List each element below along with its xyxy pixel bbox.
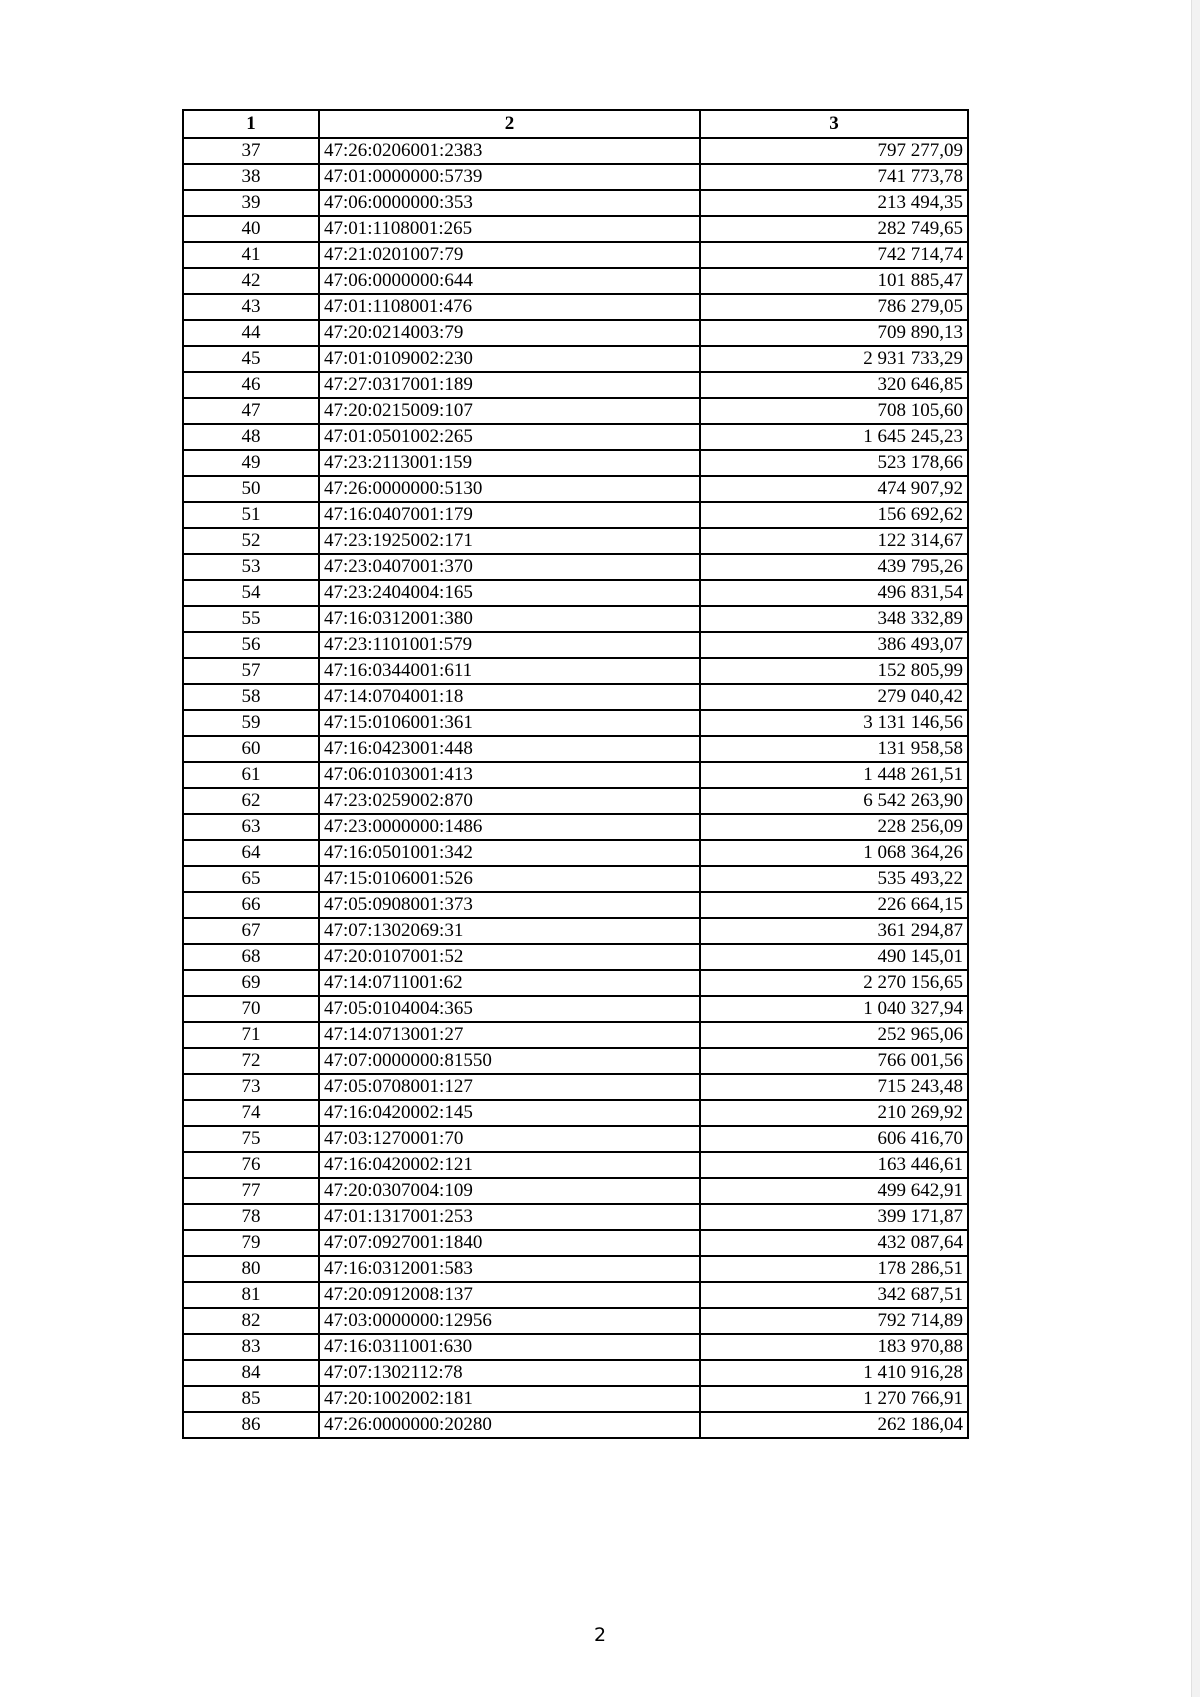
table-row bbox=[183, 1022, 968, 1048]
table-row bbox=[183, 710, 968, 736]
value-cell: 399 171,87 bbox=[700, 1204, 968, 1230]
table-row bbox=[183, 814, 968, 840]
value-cell: 361 294,87 bbox=[700, 918, 968, 944]
value-cell: 496 831,54 bbox=[700, 580, 968, 606]
cadastral-number-cell: 47:01:1108001:476 bbox=[319, 294, 700, 320]
value-cell: 715 243,48 bbox=[700, 1074, 968, 1100]
table-row bbox=[183, 1178, 968, 1204]
table-row bbox=[183, 1152, 968, 1178]
page-edge bbox=[1191, 0, 1200, 1697]
value-cell: 163 446,61 bbox=[700, 1152, 968, 1178]
cadastral-number-cell: 47:05:0104004:365 bbox=[319, 996, 700, 1022]
value-cell: 606 416,70 bbox=[700, 1126, 968, 1152]
cadastral-number-cell: 47:16:0311001:630 bbox=[319, 1334, 700, 1360]
cadastral-number-cell: 47:23:0259002:870 bbox=[319, 788, 700, 814]
cadastral-number-cell: 47:01:0000000:5739 bbox=[319, 164, 700, 190]
value-cell: 101 885,47 bbox=[700, 268, 968, 294]
value-cell: 499 642,91 bbox=[700, 1178, 968, 1204]
cadastral-number-cell: 47:01:0501002:265 bbox=[319, 424, 700, 450]
table-row bbox=[183, 242, 968, 268]
row-number-cell: 38 bbox=[183, 164, 319, 190]
cadastral-number-cell: 47:07:1302112:78 bbox=[319, 1360, 700, 1386]
cadastral-number-cell: 47:06:0000000:644 bbox=[319, 268, 700, 294]
row-number-cell: 65 bbox=[183, 866, 319, 892]
value-cell: 282 749,65 bbox=[700, 216, 968, 242]
row-number-cell: 64 bbox=[183, 840, 319, 866]
value-cell: 213 494,35 bbox=[700, 190, 968, 216]
row-number-cell: 60 bbox=[183, 736, 319, 762]
row-number-cell: 39 bbox=[183, 190, 319, 216]
row-number-cell: 40 bbox=[183, 216, 319, 242]
cadastral-number-cell: 47:16:0420002:121 bbox=[319, 1152, 700, 1178]
table-row bbox=[183, 450, 968, 476]
table-row bbox=[183, 918, 968, 944]
value-cell: 741 773,78 bbox=[700, 164, 968, 190]
table-row bbox=[183, 658, 968, 684]
cadastral-number-cell: 47:07:1302069:31 bbox=[319, 918, 700, 944]
row-number-cell: 52 bbox=[183, 528, 319, 554]
value-cell: 786 279,05 bbox=[700, 294, 968, 320]
cadastral-number-cell: 47:20:0912008:137 bbox=[319, 1282, 700, 1308]
row-number-cell: 47 bbox=[183, 398, 319, 424]
row-number-cell: 77 bbox=[183, 1178, 319, 1204]
column-header-1: 1 bbox=[183, 110, 319, 138]
row-number-cell: 79 bbox=[183, 1230, 319, 1256]
value-cell: 178 286,51 bbox=[700, 1256, 968, 1282]
table-row bbox=[183, 684, 968, 710]
cadastral-number-cell: 47:05:0908001:373 bbox=[319, 892, 700, 918]
value-cell: 228 256,09 bbox=[700, 814, 968, 840]
cadastral-number-cell: 47:01:1317001:253 bbox=[319, 1204, 700, 1230]
cadastral-number-cell: 47:15:0106001:361 bbox=[319, 710, 700, 736]
row-number-cell: 50 bbox=[183, 476, 319, 502]
cadastral-number-cell: 47:05:0708001:127 bbox=[319, 1074, 700, 1100]
column-header-3: 3 bbox=[700, 110, 968, 138]
table-row bbox=[183, 190, 968, 216]
cadastral-number-cell: 47:14:0704001:18 bbox=[319, 684, 700, 710]
row-number-cell: 41 bbox=[183, 242, 319, 268]
table-row bbox=[183, 554, 968, 580]
value-cell: 2 931 733,29 bbox=[700, 346, 968, 372]
cadastral-number-cell: 47:06:0000000:353 bbox=[319, 190, 700, 216]
row-number-cell: 84 bbox=[183, 1360, 319, 1386]
table-body bbox=[183, 138, 968, 1438]
row-number-cell: 42 bbox=[183, 268, 319, 294]
cadastral-number-cell: 47:16:0312001:380 bbox=[319, 606, 700, 632]
cadastral-number-cell: 47:20:0307004:109 bbox=[319, 1178, 700, 1204]
value-cell: 152 805,99 bbox=[700, 658, 968, 684]
row-number-cell: 68 bbox=[183, 944, 319, 970]
cadastral-number-cell: 47:15:0106001:526 bbox=[319, 866, 700, 892]
table-row bbox=[183, 424, 968, 450]
cadastral-number-cell: 47:16:0312001:583 bbox=[319, 1256, 700, 1282]
row-number-cell: 56 bbox=[183, 632, 319, 658]
row-number-cell: 85 bbox=[183, 1386, 319, 1412]
row-number-cell: 69 bbox=[183, 970, 319, 996]
row-number-cell: 51 bbox=[183, 502, 319, 528]
row-number-cell: 75 bbox=[183, 1126, 319, 1152]
cadastral-number-cell: 47:07:0927001:1840 bbox=[319, 1230, 700, 1256]
row-number-cell: 57 bbox=[183, 658, 319, 684]
row-number-cell: 37 bbox=[183, 138, 319, 164]
value-cell: 708 105,60 bbox=[700, 398, 968, 424]
row-number-cell: 45 bbox=[183, 346, 319, 372]
row-number-cell: 59 bbox=[183, 710, 319, 736]
cadastral-number-cell: 47:20:1002002:181 bbox=[319, 1386, 700, 1412]
table-row bbox=[183, 736, 968, 762]
table-row bbox=[183, 372, 968, 398]
table-row bbox=[183, 866, 968, 892]
cadastral-number-cell: 47:20:0214003:79 bbox=[319, 320, 700, 346]
row-number-cell: 82 bbox=[183, 1308, 319, 1334]
row-number-cell: 71 bbox=[183, 1022, 319, 1048]
cadastral-number-cell: 47:23:1101001:579 bbox=[319, 632, 700, 658]
value-cell: 523 178,66 bbox=[700, 450, 968, 476]
value-cell: 1 040 327,94 bbox=[700, 996, 968, 1022]
row-number-cell: 44 bbox=[183, 320, 319, 346]
cadastral-number-cell: 47:23:2113001:159 bbox=[319, 450, 700, 476]
cadastral-number-cell: 47:14:0711001:62 bbox=[319, 970, 700, 996]
row-number-cell: 46 bbox=[183, 372, 319, 398]
row-number-cell: 73 bbox=[183, 1074, 319, 1100]
table-row bbox=[183, 1204, 968, 1230]
value-cell: 490 145,01 bbox=[700, 944, 968, 970]
cadastral-number-cell: 47:23:1925002:171 bbox=[319, 528, 700, 554]
cadastral-number-cell: 47:03:0000000:12956 bbox=[319, 1308, 700, 1334]
row-number-cell: 70 bbox=[183, 996, 319, 1022]
row-number-cell: 48 bbox=[183, 424, 319, 450]
row-number-cell: 62 bbox=[183, 788, 319, 814]
cadastral-number-cell: 47:03:1270001:70 bbox=[319, 1126, 700, 1152]
cadastral-number-cell: 47:23:0000000:1486 bbox=[319, 814, 700, 840]
table-row bbox=[183, 996, 968, 1022]
cadastral-number-cell: 47:20:0215009:107 bbox=[319, 398, 700, 424]
value-cell: 6 542 263,90 bbox=[700, 788, 968, 814]
value-cell: 348 332,89 bbox=[700, 606, 968, 632]
table-row bbox=[183, 502, 968, 528]
row-number-cell: 72 bbox=[183, 1048, 319, 1074]
value-cell: 1 448 261,51 bbox=[700, 762, 968, 788]
value-cell: 474 907,92 bbox=[700, 476, 968, 502]
row-number-cell: 63 bbox=[183, 814, 319, 840]
cadastral-number-cell: 47:16:0501001:342 bbox=[319, 840, 700, 866]
column-header-2: 2 bbox=[319, 110, 700, 138]
table-row bbox=[183, 762, 968, 788]
table-row bbox=[183, 840, 968, 866]
value-cell: 342 687,51 bbox=[700, 1282, 968, 1308]
row-number-cell: 49 bbox=[183, 450, 319, 476]
value-cell: 1 410 916,28 bbox=[700, 1360, 968, 1386]
table-row bbox=[183, 1360, 968, 1386]
cadastral-number-cell: 47:21:0201007:79 bbox=[319, 242, 700, 268]
value-cell: 432 087,64 bbox=[700, 1230, 968, 1256]
cadastral-number-cell: 47:06:0103001:413 bbox=[319, 762, 700, 788]
row-number-cell: 67 bbox=[183, 918, 319, 944]
cadastral-number-cell: 47:14:0713001:27 bbox=[319, 1022, 700, 1048]
table-row bbox=[183, 1230, 968, 1256]
value-cell: 766 001,56 bbox=[700, 1048, 968, 1074]
cadastral-number-cell: 47:16:0420002:145 bbox=[319, 1100, 700, 1126]
table-row bbox=[183, 320, 968, 346]
value-cell: 792 714,89 bbox=[700, 1308, 968, 1334]
value-cell: 122 314,67 bbox=[700, 528, 968, 554]
table-row bbox=[183, 606, 968, 632]
table-row bbox=[183, 944, 968, 970]
value-cell: 742 714,74 bbox=[700, 242, 968, 268]
cadastral-number-cell: 47:07:0000000:81550 bbox=[319, 1048, 700, 1074]
value-cell: 1 068 364,26 bbox=[700, 840, 968, 866]
value-cell: 156 692,62 bbox=[700, 502, 968, 528]
table-row bbox=[183, 216, 968, 242]
value-cell: 262 186,04 bbox=[700, 1412, 968, 1438]
row-number-cell: 80 bbox=[183, 1256, 319, 1282]
row-number-cell: 54 bbox=[183, 580, 319, 606]
value-cell: 3 131 146,56 bbox=[700, 710, 968, 736]
value-cell: 279 040,42 bbox=[700, 684, 968, 710]
value-cell: 131 958,58 bbox=[700, 736, 968, 762]
table-row bbox=[183, 346, 968, 372]
table-row bbox=[183, 1282, 968, 1308]
table-row bbox=[183, 632, 968, 658]
table-row bbox=[183, 164, 968, 190]
value-cell: 386 493,07 bbox=[700, 632, 968, 658]
table-row bbox=[183, 476, 968, 502]
cadastral-value-table bbox=[182, 109, 969, 1439]
value-cell: 226 664,15 bbox=[700, 892, 968, 918]
table-row bbox=[183, 1048, 968, 1074]
row-number-cell: 43 bbox=[183, 294, 319, 320]
value-cell: 320 646,85 bbox=[700, 372, 968, 398]
row-number-cell: 66 bbox=[183, 892, 319, 918]
table-row bbox=[183, 892, 968, 918]
table-row bbox=[183, 580, 968, 606]
value-cell: 1 645 245,23 bbox=[700, 424, 968, 450]
row-number-cell: 61 bbox=[183, 762, 319, 788]
row-number-cell: 58 bbox=[183, 684, 319, 710]
row-number-cell: 76 bbox=[183, 1152, 319, 1178]
table-row bbox=[183, 970, 968, 996]
table-row bbox=[183, 1334, 968, 1360]
cadastral-number-cell: 47:27:0317001:189 bbox=[319, 372, 700, 398]
table-row bbox=[183, 294, 968, 320]
table-row bbox=[183, 1126, 968, 1152]
cadastral-number-cell: 47:01:1108001:265 bbox=[319, 216, 700, 242]
cadastral-number-cell: 47:16:0407001:179 bbox=[319, 502, 700, 528]
table-row bbox=[183, 788, 968, 814]
cadastral-number-cell: 47:20:0107001:52 bbox=[319, 944, 700, 970]
row-number-cell: 86 bbox=[183, 1412, 319, 1438]
cadastral-number-cell: 47:26:0206001:2383 bbox=[319, 138, 700, 164]
row-number-cell: 53 bbox=[183, 554, 319, 580]
row-number-cell: 83 bbox=[183, 1334, 319, 1360]
table-row bbox=[183, 1074, 968, 1100]
row-number-cell: 78 bbox=[183, 1204, 319, 1230]
table-row bbox=[183, 1100, 968, 1126]
cadastral-number-cell: 47:26:0000000:20280 bbox=[319, 1412, 700, 1438]
table-row bbox=[183, 1256, 968, 1282]
page-number: 2 bbox=[593, 1624, 607, 1646]
table-row bbox=[183, 398, 968, 424]
table-header-row bbox=[183, 110, 968, 138]
value-cell: 2 270 156,65 bbox=[700, 970, 968, 996]
table-row bbox=[183, 1386, 968, 1412]
table-row bbox=[183, 268, 968, 294]
table-row bbox=[183, 1308, 968, 1334]
table-row bbox=[183, 138, 968, 164]
cadastral-number-cell: 47:16:0344001:611 bbox=[319, 658, 700, 684]
row-number-cell: 81 bbox=[183, 1282, 319, 1308]
table-row bbox=[183, 528, 968, 554]
cadastral-number-cell: 47:23:0407001:370 bbox=[319, 554, 700, 580]
row-number-cell: 55 bbox=[183, 606, 319, 632]
cadastral-number-cell: 47:16:0423001:448 bbox=[319, 736, 700, 762]
value-cell: 535 493,22 bbox=[700, 866, 968, 892]
cadastral-number-cell: 47:23:2404004:165 bbox=[319, 580, 700, 606]
value-cell: 797 277,09 bbox=[700, 138, 968, 164]
value-cell: 1 270 766,91 bbox=[700, 1386, 968, 1412]
value-cell: 210 269,92 bbox=[700, 1100, 968, 1126]
cadastral-number-cell: 47:26:0000000:5130 bbox=[319, 476, 700, 502]
value-cell: 709 890,13 bbox=[700, 320, 968, 346]
table-row bbox=[183, 1412, 968, 1438]
value-cell: 252 965,06 bbox=[700, 1022, 968, 1048]
value-cell: 183 970,88 bbox=[700, 1334, 968, 1360]
row-number-cell: 74 bbox=[183, 1100, 319, 1126]
value-cell: 439 795,26 bbox=[700, 554, 968, 580]
cadastral-number-cell: 47:01:0109002:230 bbox=[319, 346, 700, 372]
